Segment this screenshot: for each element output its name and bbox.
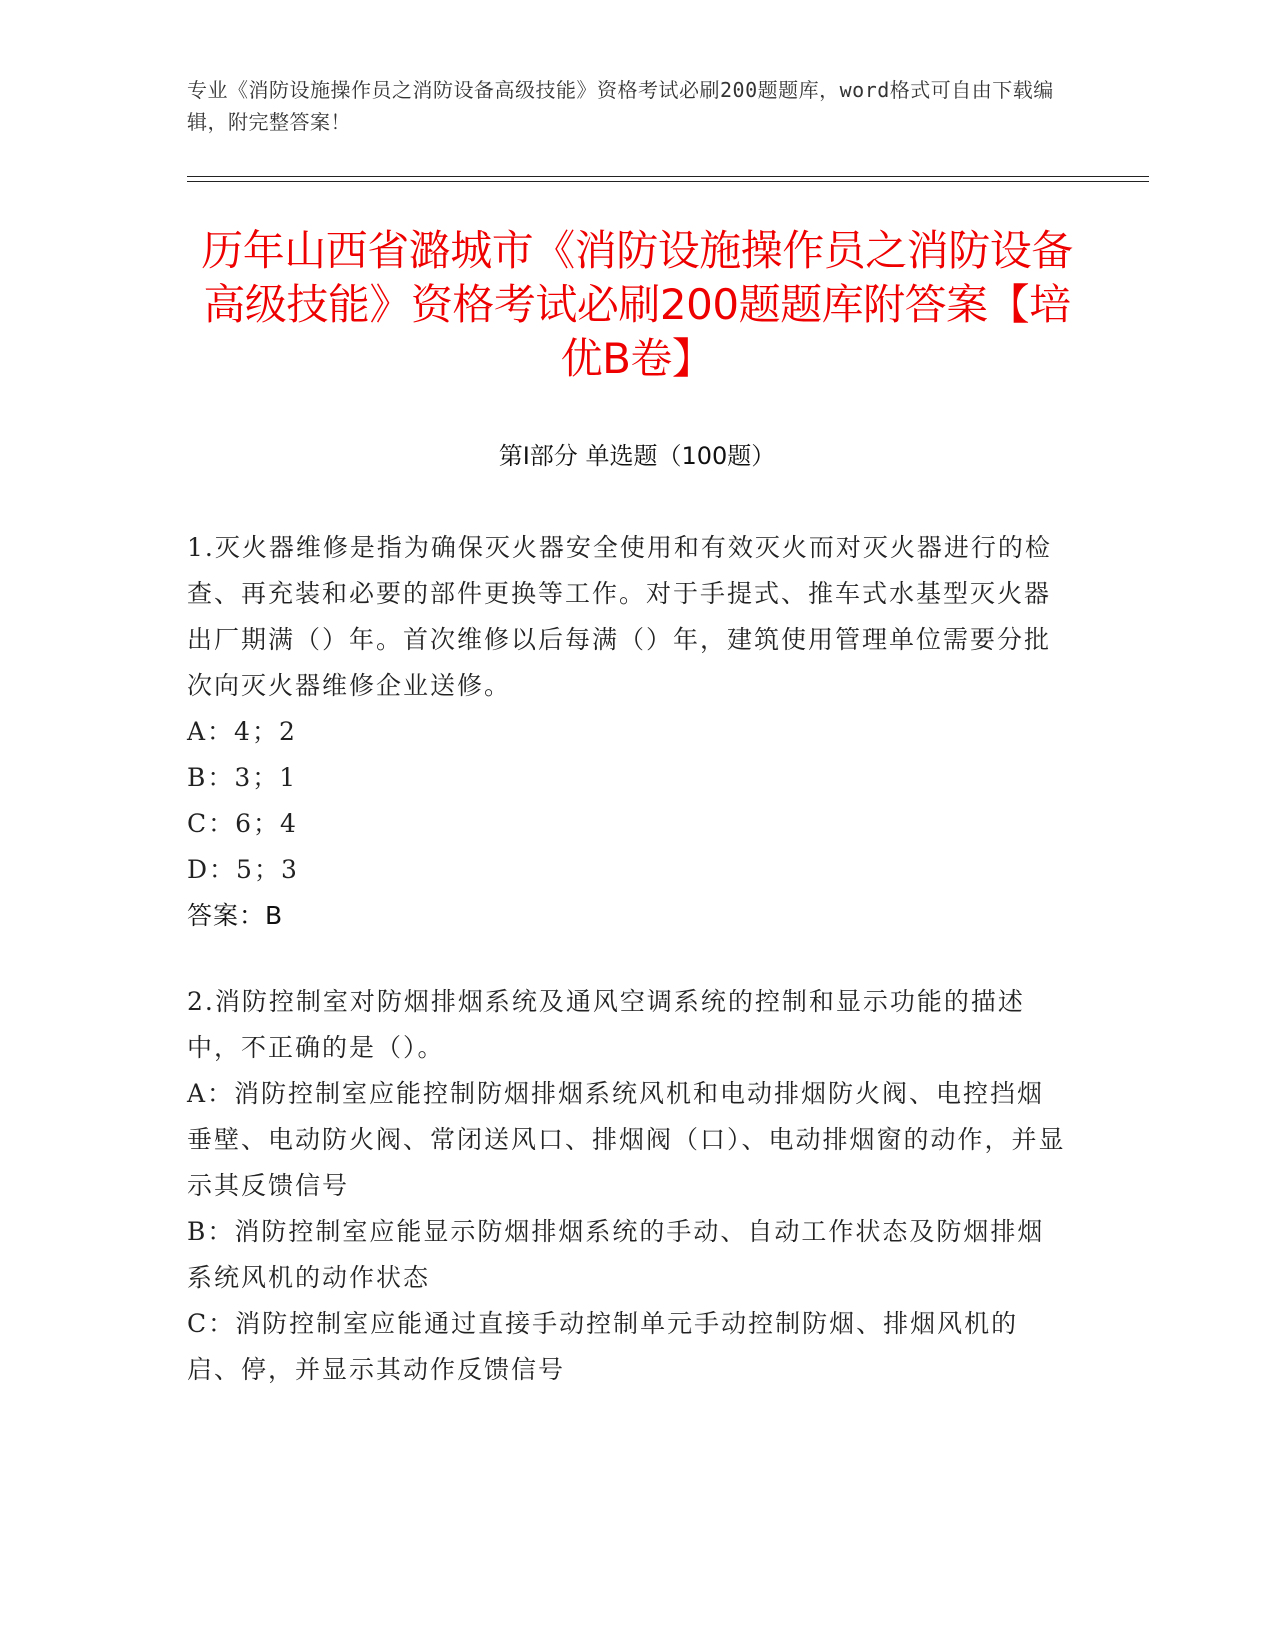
- header-note: 专业《消防设施操作员之消防设备高级技能》资格考试必刷200题题库，word格式可自由下载编辑，附完整答案！: [187, 78, 1054, 134]
- header-divider-top: [187, 176, 1149, 177]
- answer-line: 答案：B: [187, 901, 284, 930]
- question-2: [187, 979, 1067, 1393]
- option-b: B：3；1: [187, 763, 298, 792]
- option-a: A：4；2: [187, 717, 297, 746]
- option-b: B：消防控制室应能显示防烟排烟系统的手动、自动工作状态及防烟排烟系统风机的动作状态: [187, 1217, 1045, 1292]
- header-divider-bottom: [187, 181, 1149, 182]
- question-1: [187, 525, 1067, 939]
- question-stem: 1.灭火器维修是指为确保灭火器安全使用和有效灭火而对灭火器进行的检查、再充装和必要的部件更换等工作。对于手提式、推车式水基型灭火器出厂期满（）年。首次维修以后每满（）年，建筑使用管理单位需要分批次向灭火器维修企业送修。: [187, 533, 1052, 700]
- question-stem: 2.消防控制室对防烟排烟系统及通风空调系统的控制和显示功能的描述中，不正确的是（）。: [187, 987, 1025, 1062]
- section-heading: 第I部分 单选题（100题）: [498, 442, 776, 470]
- option-a: A：消防控制室应能控制防烟排烟系统风机和电动排烟防火阀、电控挡烟垂壁、电动防火阀、常闭送风口、排烟阀（口）、电动排烟窗的动作，并显示其反馈信号: [187, 1079, 1066, 1200]
- option-c: C：6；4: [187, 809, 298, 838]
- option-d: D：5；3: [187, 855, 299, 884]
- option-c: C：消防控制室应能通过直接手动控制单元手动控制防烟、排烟风机的启、停，并显示其动作反馈信号: [187, 1309, 1019, 1384]
- document-title: 历年山西省潞城市《消防设施操作员之消防设备高级技能》资格考试必刷200题题库附答案【培优B卷】: [201, 226, 1073, 383]
